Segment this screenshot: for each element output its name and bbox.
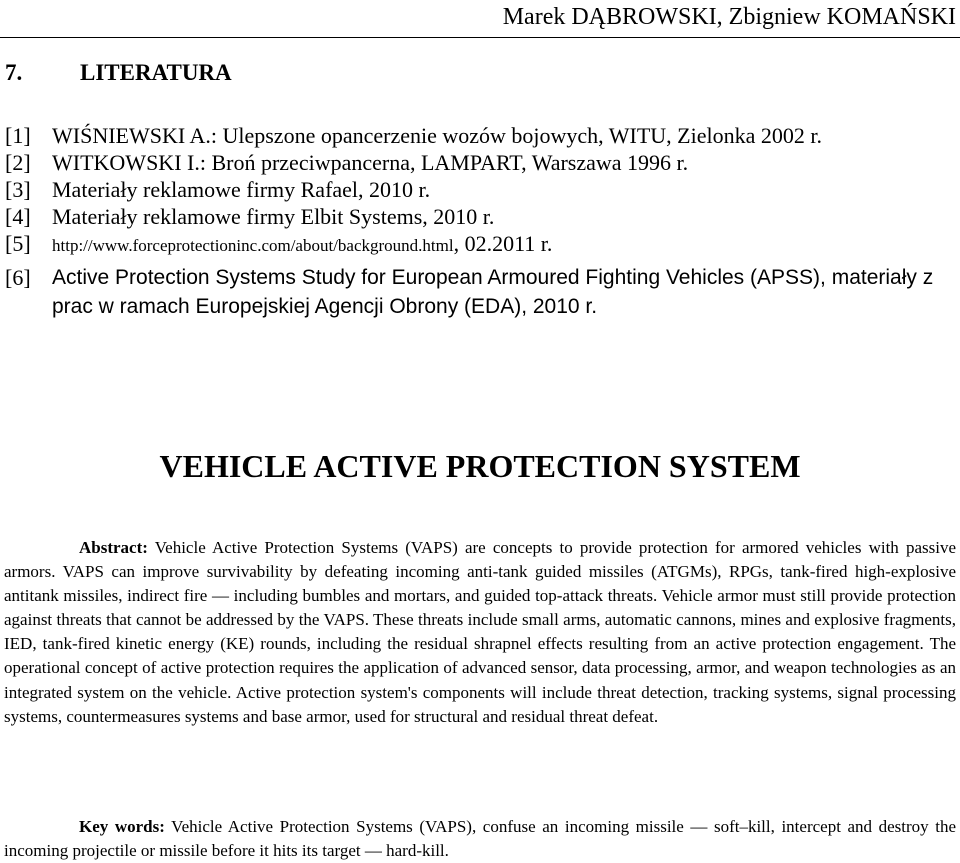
- paper-title: VEHICLE ACTIVE PROTECTION SYSTEM: [159, 448, 801, 484]
- abstract-label: Abstract:: [79, 538, 148, 557]
- reference-text: , 02.2011 r.: [453, 231, 553, 256]
- reference-tag: [4]: [5, 204, 31, 229]
- reference-text: WIŚNIEWSKI A.: Ulepszone opancerzenie wozów bojowych, WITU, Zielonka 2002 r.: [52, 123, 822, 148]
- running-header-authors: Marek DĄBROWSKI, Zbigniew KOMAŃSKI: [502, 4, 956, 30]
- header-divider: [0, 37, 960, 38]
- section-title: LITERATURA: [80, 60, 232, 85]
- reference-item: [5, 230, 955, 259]
- reference-item: [5, 263, 955, 321]
- reference-tag: [5]: [5, 231, 31, 256]
- reference-text: Materiały reklamowe firmy Elbit Systems, 2010 r.: [52, 204, 495, 229]
- abstract-paragraph: [4, 536, 956, 729]
- section-number: 7.: [5, 60, 23, 85]
- reference-item: [5, 176, 955, 203]
- abstract-text: Vehicle Active Protection Systems (VAPS) are concepts to provide protection for armored vehicles with passive armors. VAPS can improve survivability by defeating incoming anti-tank guided missiles (ATGMs), RPGs, tank-fired high-explosive antitank missiles, indirect fire — including bumbles and mortars, and guided top-attack threats. Vehicle armor must still provide protection against threats that cannot be addressed by the VAPS. These threats include small arms, automatic cannons, mines and explosive fragments, IED, tank-fired kinetic energy (KE) rounds, including the residual shrapnel effects resulting from an active protection engagement. The operational concept of active protection requires the application of advanced sensor, data processing, armor, and weapon technologies as an integrated system on the vehicle. Active protection system's components will include threat detection, tracking systems, signal processing systems, countermeasures systems and base armor, used for structural and residual threat defeat.: [4, 538, 956, 726]
- reference-tag: [1]: [5, 123, 31, 148]
- reference-tag: [3]: [5, 177, 31, 202]
- reference-url-link[interactable]: http://www.forceprotectioninc.com/about/background.html: [52, 236, 454, 255]
- keywords-label: Key words:: [79, 817, 165, 836]
- reference-item: [5, 203, 955, 230]
- keywords-text: Vehicle Active Protection Systems (VAPS), confuse an incoming missile — soft–kill, intercept and destroy the incoming projectile or missile before it hits its target — hard-kill.: [4, 817, 957, 861]
- reference-text: Materiały reklamowe firmy Rafael, 2010 r.: [52, 177, 431, 202]
- reference-text: Active Protection Systems Study for European Armoured Fighting Vehicles (APSS), materiały z prac w ramach Europejskiej Agencji Obrony (EDA), 2010 r.: [52, 266, 934, 318]
- reference-tag: [2]: [5, 150, 31, 175]
- reference-tag: [6]: [5, 265, 31, 290]
- reference-item: [5, 122, 955, 149]
- reference-text: WITKOWSKI I.: Broń przeciwpancerna, LAMPART, Warszawa 1996 r.: [52, 150, 689, 175]
- keywords-paragraph: [4, 815, 956, 863]
- section-heading: [5, 60, 232, 86]
- reference-list: [5, 122, 955, 321]
- reference-item: [5, 149, 955, 176]
